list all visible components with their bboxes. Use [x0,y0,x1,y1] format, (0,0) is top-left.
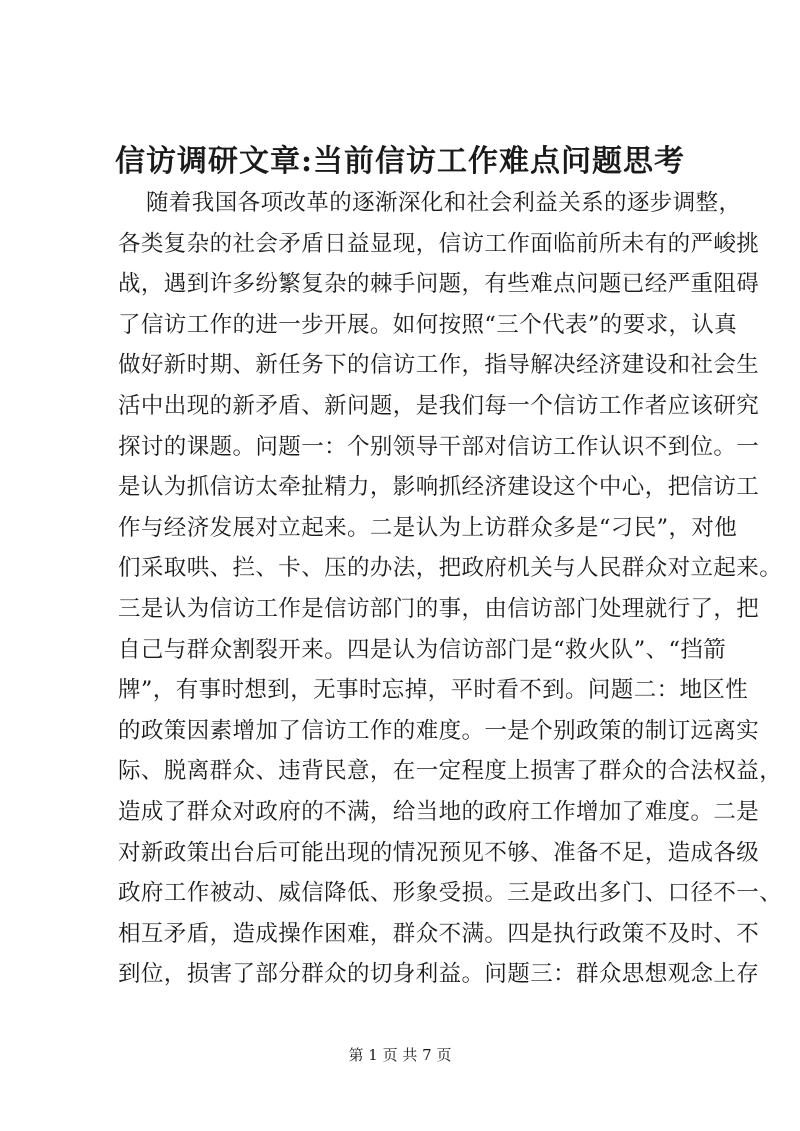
body-line: 政府工作被动、威信降低、形象受损。三是政出多门、口径不一、 [118,880,783,907]
body-line: 们采取哄、拦、卡、压的办法，把政府机关与人民群众对立起来。 [118,555,783,582]
body-line: 战，遇到许多纷繁复杂的棘手问题，有些难点问题已经严重阻碍 [118,271,760,298]
body-line: 探讨的课题。问题一：个别领导干部对信访工作认识不到位。一 [118,433,760,460]
body-line: 各类复杂的社会矛盾日益显现，信访工作面临前所未有的严峻挑 [118,230,760,257]
body-line: 到位，损害了部分群众的切身利益。问题三：群众思想观念上存 [118,961,760,988]
body-line: 了信访工作的进一步开展。如何按照“三个代表”的要求，认真 [118,311,738,338]
body-line: 活中出现的新矛盾、新问题，是我们每一个信访工作者应该研究 [118,392,760,419]
body-line: 随着我国各项改革的逐渐深化和社会利益关系的逐步调整， [146,190,742,216]
body-line: 际、脱离群众、违背民意，在一定程度上损害了群众的合法权益， [118,758,783,785]
body-line: 作与经济发展对立起来。二是认为上访群众多是“刁民”，对他 [118,514,738,541]
body-line: 牌”，有事时想到，无事时忘掉，平时看不到。问题二：地区性 [118,677,749,704]
body-line: 做好新时期、新任务下的信访工作，指导解决经济建设和社会生 [118,352,760,379]
page-number-footer: 第 1 页 共 7 页 [348,1046,452,1064]
body-line: 造成了群众对政府的不满，给当地的政府工作增加了难度。二是 [118,798,760,825]
body-line: 相互矛盾，造成操作困难，群众不满。四是执行政策不及时、不 [118,920,760,947]
body-line: 对新政策出台后可能出现的情况预见不够、准备不足，造成各级 [118,839,760,866]
body-line: 自己与群众割裂开来。四是认为信访部门是“救火队”、“挡箭 [118,636,727,663]
body-paragraph [118,183,783,995]
body-line: 的政策因素增加了信访工作的难度。一是个别政策的制订远离实 [118,717,760,744]
body-line: 三是认为信访工作是信访部门的事，由信访部门处理就行了，把 [118,595,760,622]
page-title: 信访调研文章:当前信访工作难点问题思考 [114,144,686,179]
body-line: 是认为抓信访太牵扯精力，影响抓经济建设这个中心，把信访工 [118,474,760,501]
